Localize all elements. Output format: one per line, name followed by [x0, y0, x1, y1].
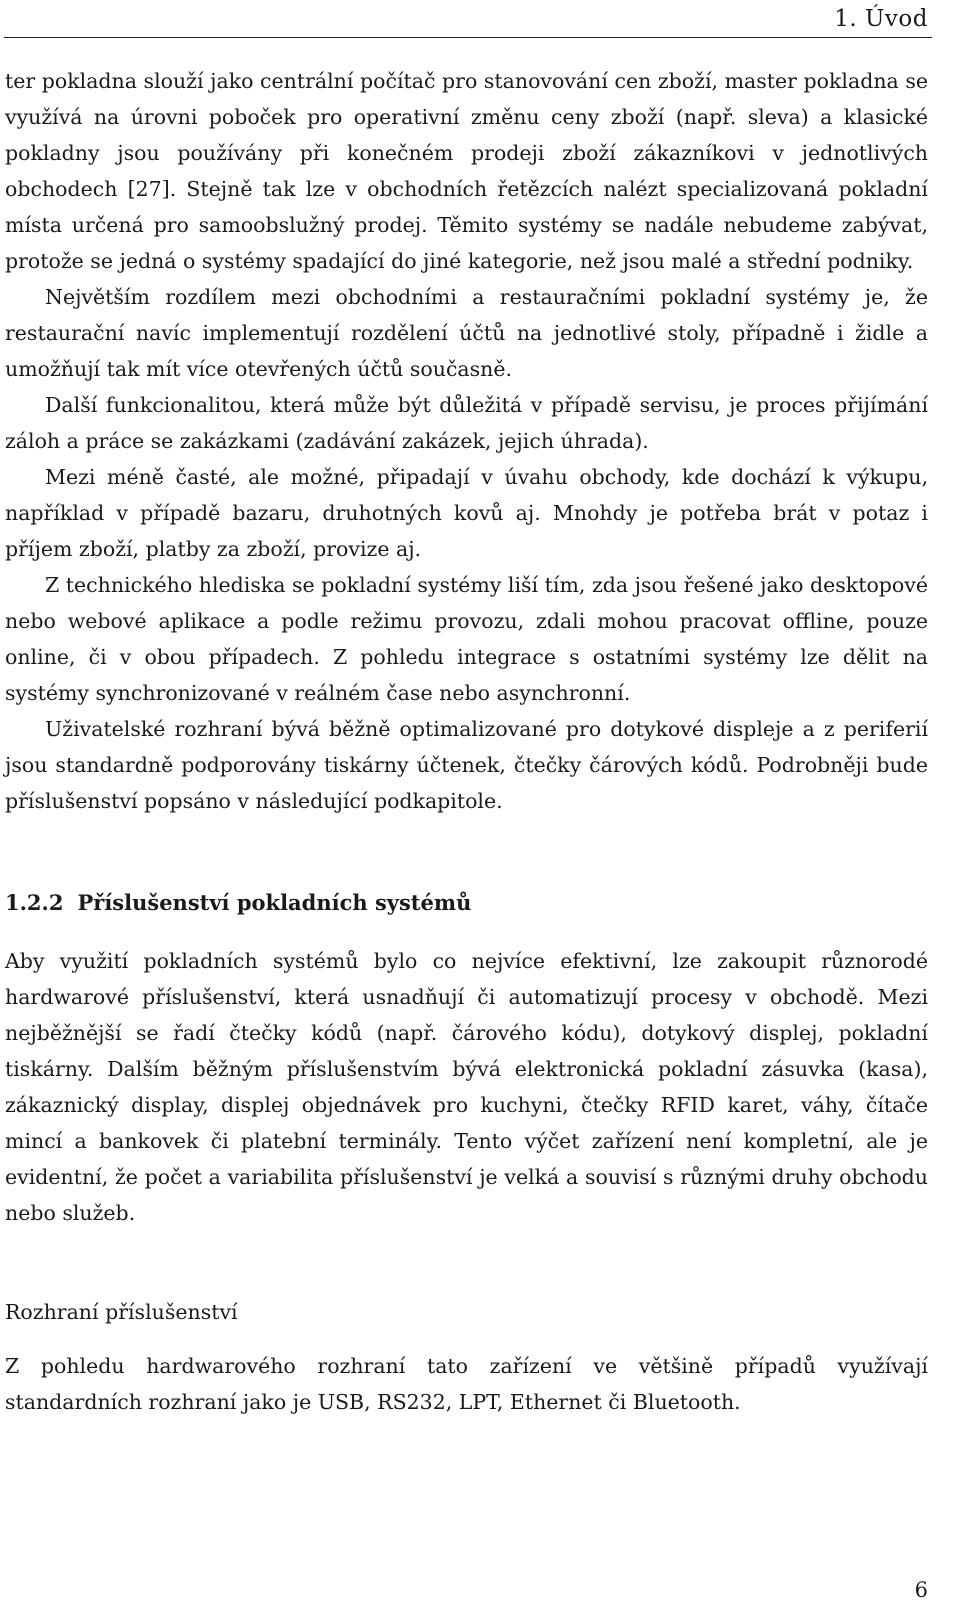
running-head: 1. Úvod [834, 6, 928, 32]
page-number: 6 [914, 1578, 928, 1602]
paragraph-continued: ter pokladna slouží jako centrální počítač pro stanovování cen zboží, master pokladna se využívá na úrovni poboček pro operativní změnu ceny zboží (např. sleva) a klasické pokladny jsou používány při konečném prodeji zboží zákazníkovi v jednotlivých obchodech [27]. Stejně tak lze v obchodních řetězcích nalézt specializovaná pokladní místa určená pro samoobslužný prodej. Těmito systémy se nadále nebudeme zabývat, protože se jedná o systémy spadající do jiné kategorie, než jsou malé a střední podniky. [5, 69, 928, 273]
paragraph-accessories: Aby využití pokladních systémů bylo co nejvíce efektivní, lze zakoupit různorodé hardwarové příslušenství, která usnadňují či automatizují procesy v obchodě. Mezi nejběžnější se řadí čtečky kódů (např. čárového kódu), dotykový displej, pokladní tiskárny. Dalším běžným příslušenstvím bývá elektronická pokladní zásuvka (kasa), zákaznický display, displej objednávek pro kuchyni, čtečky RFID karet, váhy, čítače mincí a bankovek či platební terminály. Tento výčet zařízení není kompletní, ale je evidentní, že počet a variabilita příslušenství je velká a souvisí s různými druhy obchodu nebo služeb. [5, 949, 928, 1225]
paragraph-interfaces: Z pohledu hardwarového rozhraní tato zařízení ve většině případů využívají standardních rozhraní jako je USB, RS232, LPT, Ethernet či Bluetooth. [5, 1354, 928, 1414]
paragraph-user-interface: Uživatelské rozhraní bývá běžně optimalizované pro dotykové displeje a z periferií jsou standardně podporovány tiskárny účtenek, čtečky čárových kódů. Podrobněji bude příslušenství popsáno v následující podkapitole. [5, 717, 928, 813]
section-heading [5, 885, 928, 921]
section-number: 1.2.2 [5, 890, 64, 915]
paragraph-purchase-shops: Mezi méně časté, ale možné, připadají v úvahu obchody, kde dochází k výkupu, například v případě bazaru, druhotných kovů aj. Mnohdy je potřeba brát v potaz i příjem zboží, platby za zboží, provize aj. [5, 465, 928, 561]
header-rule [4, 37, 932, 38]
paragraph-technical-view: Z technického hlediska se pokladní systémy liší tím, zda jsou řešené jako desktopové nebo webové aplikace a podle režimu provozu, zdali mohou pracovat offline, pouze online, či v obou případech. Z pohledu integrace s ostatními systémy lze dělit na systémy synchronizované v reálném čase nebo asynchronní. [5, 573, 928, 705]
page-body [5, 63, 928, 1420]
subsection-heading: Rozhraní příslušenství [5, 1300, 238, 1324]
section-title: Příslušenství pokladních systémů [77, 890, 472, 915]
paragraph-restaurant-systems: Největším rozdílem mezi obchodními a restauračními pokladní systémy je, že restaurační navíc implementují rozdělení účtů na jednotlivé stoly, případně i židle a umožňují tak mít více otevřených účtů současně. [5, 285, 928, 381]
paragraph-service-functionality: Další funkcionalitou, která může být důležitá v případě servisu, je proces přijímání záloh a práce se zakázkami (zadávání zakázek, jejich úhrada). [5, 393, 928, 453]
